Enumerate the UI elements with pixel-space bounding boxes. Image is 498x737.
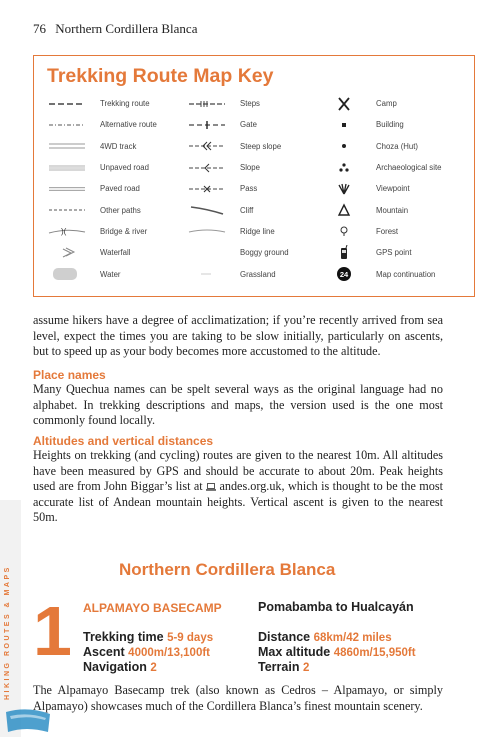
steep-slope-line-icon xyxy=(182,136,232,157)
map-key-box xyxy=(33,55,475,297)
map-key-label: Steps xyxy=(240,99,260,109)
map-key-item xyxy=(330,263,435,284)
map-key-item xyxy=(42,136,136,157)
map-key-item xyxy=(330,136,418,157)
gate-line-icon xyxy=(182,114,232,135)
map-key-label: Slope xyxy=(240,163,260,173)
stat-ascent: Ascent 4000m/13,100ft xyxy=(83,645,211,659)
altitudes-text-part2: andes.org.uk, which is thought to be the most accurate list of Andean mountain heights. Vertical ascent is given to the nearest 50m. xyxy=(33,479,443,525)
map-key-label: Camp xyxy=(376,99,397,109)
place-names-text: Many Quechua names can be spelt several ways as the original language had no alphabet. In trekking descriptions and maps, the version used is the one most commonly found locally. xyxy=(33,382,443,428)
archaeological-site-icon xyxy=(330,157,358,178)
map-key-label: Steep slope xyxy=(240,141,282,151)
map-key-label: Water xyxy=(100,269,121,279)
stat-navigation: Navigation 2 xyxy=(83,660,157,674)
map-key-row xyxy=(42,178,470,199)
map-key-row xyxy=(42,242,470,263)
trek-route: Pomabamba to Hualcayán xyxy=(258,600,414,614)
map-key-item xyxy=(182,178,257,199)
forest-icon xyxy=(330,221,358,242)
map-key-grid xyxy=(42,93,470,285)
water-swatch-icon xyxy=(42,264,92,285)
map-key-label: 4WD track xyxy=(100,141,137,151)
map-key-item xyxy=(42,93,150,114)
altitudes-text-part1: Heights on trekking (and cycling) routes are given to the nearest 10m. All altitudes have been measured by GPS and should be accurate to about 20m. Peak heights used are from John Biggar’s list at xyxy=(33,448,443,494)
place-names-heading: Place names xyxy=(33,368,106,382)
map-key-item xyxy=(182,136,281,157)
map-key-item xyxy=(330,178,410,199)
map-key-item xyxy=(182,242,289,263)
map-key-item xyxy=(330,114,404,135)
map-key-label: Gate xyxy=(240,120,257,130)
map-key-label: Building xyxy=(376,120,404,130)
computer-icon xyxy=(206,480,216,488)
map-key-label: Grassland xyxy=(240,269,276,279)
mountain-icon xyxy=(330,200,358,221)
stat-distance: Distance 68km/42 miles xyxy=(258,630,392,644)
map-key-label: Unpaved road xyxy=(100,163,149,173)
map-key-label: Paved road xyxy=(100,184,140,194)
map-key-row xyxy=(42,114,470,135)
map-key-item xyxy=(330,199,408,220)
map-key-label: Bridge & river xyxy=(100,226,148,236)
map-key-item xyxy=(42,242,130,263)
ridge-line-icon xyxy=(182,221,232,242)
map-key-label: Other paths xyxy=(100,205,141,215)
map-continuation-icon xyxy=(330,264,358,285)
map-key-row xyxy=(42,199,470,220)
cliff-line-icon xyxy=(182,200,232,221)
steps-line-icon xyxy=(182,93,232,114)
map-key-title: Trekking Route Map Key xyxy=(47,65,274,87)
map-key-item xyxy=(330,93,397,114)
trekking-route-line-icon xyxy=(42,93,92,114)
running-head xyxy=(33,21,197,37)
map-key-item xyxy=(182,93,260,114)
map-key-row xyxy=(42,157,470,178)
map-key-item xyxy=(330,157,441,178)
stat-trekking-time: Trekking time 5-9 days xyxy=(83,630,214,644)
paved-road-line-icon xyxy=(42,178,92,199)
other-paths-line-icon xyxy=(42,200,92,221)
map-key-label: GPS point xyxy=(376,248,412,258)
map-key-label: Waterfall xyxy=(100,248,131,258)
map-key-item xyxy=(182,263,276,284)
map-key-item xyxy=(42,178,140,199)
svg-text:24: 24 xyxy=(339,270,349,280)
pass-line-icon xyxy=(182,178,232,199)
map-key-item xyxy=(42,157,149,178)
hut-icon xyxy=(330,136,358,157)
intro-paragraph: assume hikers have a degree of acclimatization; if you’re recently arrived from sea level, expect the times you are taking to be slow initially, particularly on ascents, but to speed up as your body becomes more accustomed to the altitude. xyxy=(33,313,443,359)
closing-paragraph: The Alpamayo Basecamp trek (also known as Cedros – Alpamayo, or simply Alpamayo) showcases much of the Cordillera Blanca’s finest mountain scenery. xyxy=(33,683,443,713)
map-key-item xyxy=(330,221,398,242)
gps-point-icon xyxy=(330,242,358,263)
map-key-label: Pass xyxy=(240,184,258,194)
trek-name: ALPAMAYO BASECAMP xyxy=(83,601,222,615)
map-key-item xyxy=(42,114,157,135)
camp-icon xyxy=(330,93,358,114)
page-number: 76 xyxy=(33,21,46,36)
stat-terrain: Terrain 2 xyxy=(258,660,310,674)
unpaved-road-line-icon xyxy=(42,157,92,178)
bookshop-logo xyxy=(2,708,54,736)
map-key-item xyxy=(182,114,257,135)
running-head-title: Northern Cordillera Blanca xyxy=(55,21,198,36)
stat-max-altitude: Max altitude 4860m/15,950ft xyxy=(258,645,416,659)
map-key-row xyxy=(42,136,470,157)
map-key-label: Trekking route xyxy=(100,99,150,109)
map-key-label: Choza (Hut) xyxy=(376,141,419,151)
map-key-label: Cliff xyxy=(240,205,254,215)
map-key-label: Archaeological site xyxy=(376,163,442,173)
map-key-label: Viewpoint xyxy=(376,184,410,194)
map-key-label: Ridge line xyxy=(240,226,275,236)
map-key-row xyxy=(42,93,470,114)
map-key-label: Forest xyxy=(376,226,399,236)
bridge-river-icon xyxy=(42,221,92,242)
section-title: Northern Cordillera Blanca xyxy=(119,560,336,579)
svg-text:)(: )( xyxy=(61,227,67,237)
viewpoint-icon xyxy=(330,178,358,199)
map-key-item xyxy=(330,242,412,263)
map-key-label: Boggy ground xyxy=(240,248,289,258)
map-key-item xyxy=(182,221,275,242)
side-tab-label: HIKING ROUTES & MAPS xyxy=(4,565,11,700)
map-key-label: Map continuation xyxy=(376,269,436,279)
building-icon xyxy=(330,114,358,135)
4wd-track-line-icon xyxy=(42,136,92,157)
map-key-label: Mountain xyxy=(376,205,409,215)
map-key-item xyxy=(42,263,121,284)
map-key-row xyxy=(42,221,470,242)
map-key-row xyxy=(42,263,470,284)
map-key-label: Alternative route xyxy=(100,120,157,130)
map-key-item xyxy=(182,199,253,220)
waterfall-icon xyxy=(42,242,92,263)
trek-number: 1 xyxy=(33,592,72,670)
map-key-item xyxy=(42,221,147,242)
map-key-item xyxy=(182,157,260,178)
slope-line-icon xyxy=(182,157,232,178)
alternative-route-line-icon xyxy=(42,114,92,135)
grassland-swatch-icon xyxy=(182,264,232,285)
map-key-item xyxy=(42,199,141,220)
altitudes-text xyxy=(33,448,443,526)
boggy-ground-swatch-icon xyxy=(182,242,232,263)
altitudes-heading: Altitudes and vertical distances xyxy=(33,434,214,448)
